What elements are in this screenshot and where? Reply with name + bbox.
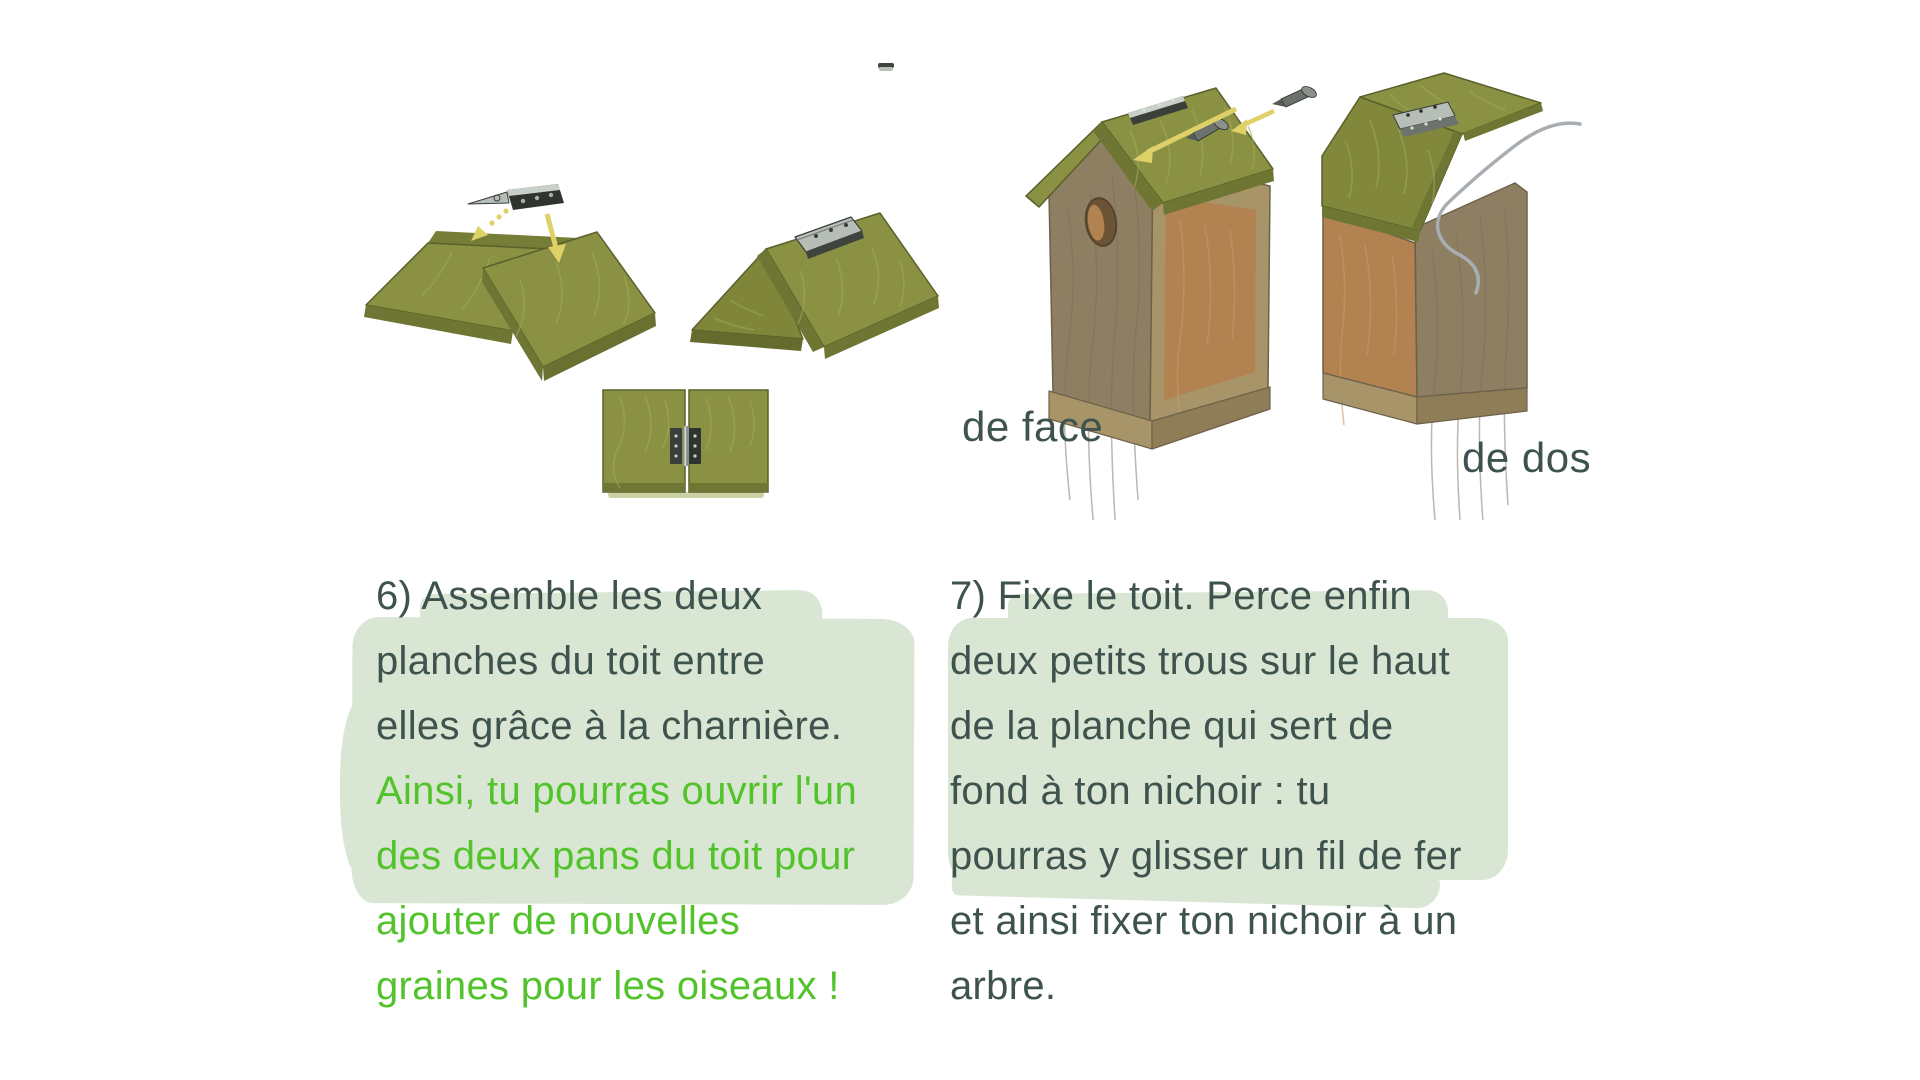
stray-mark	[878, 63, 894, 71]
step6-instructions	[376, 564, 857, 1019]
step7-line: deux petits trous sur le haut	[950, 639, 1451, 683]
step6-line: elles grâce à la charnière.	[376, 704, 843, 748]
step6-line: graines pour les oiseaux !	[376, 964, 840, 1008]
illustrations	[0, 0, 1920, 520]
label-back-view: de dos	[1462, 434, 1592, 481]
step6-line: des deux pans du toit pour	[376, 834, 856, 878]
step7-line: et ainsi fixer ton nichoir à un	[950, 899, 1458, 943]
step7-line: 7) Fixe le toit. Perce enfin	[950, 574, 1412, 618]
figure-hinged-planks-flat	[603, 390, 768, 498]
figure-birdhouse-front	[1026, 84, 1318, 520]
step7-line: pourras y glisser un fil de fer	[950, 834, 1462, 878]
hinge-icon	[670, 426, 701, 466]
back-wall	[1415, 183, 1527, 397]
figure-assembled-roof	[690, 213, 939, 359]
label-front-view: de face	[962, 403, 1104, 450]
screw-icon	[1272, 84, 1318, 107]
step7-line: fond à ton nichoir : tu	[950, 769, 1331, 813]
step7-line: de la planche qui sert de	[950, 704, 1394, 748]
step6-line: ajouter de nouvelles	[376, 899, 741, 943]
step7-instructions	[950, 564, 1462, 1019]
step6-line: Ainsi, tu pourras ouvrir l'un	[376, 769, 857, 813]
step7-line: arbre.	[950, 964, 1057, 1008]
step6-line: 6) Assemble les deux	[376, 574, 763, 618]
figure-roof-planks-hinge	[364, 184, 656, 381]
hinge-icon	[468, 184, 564, 210]
step6-line: planches du toit entre	[376, 639, 766, 683]
